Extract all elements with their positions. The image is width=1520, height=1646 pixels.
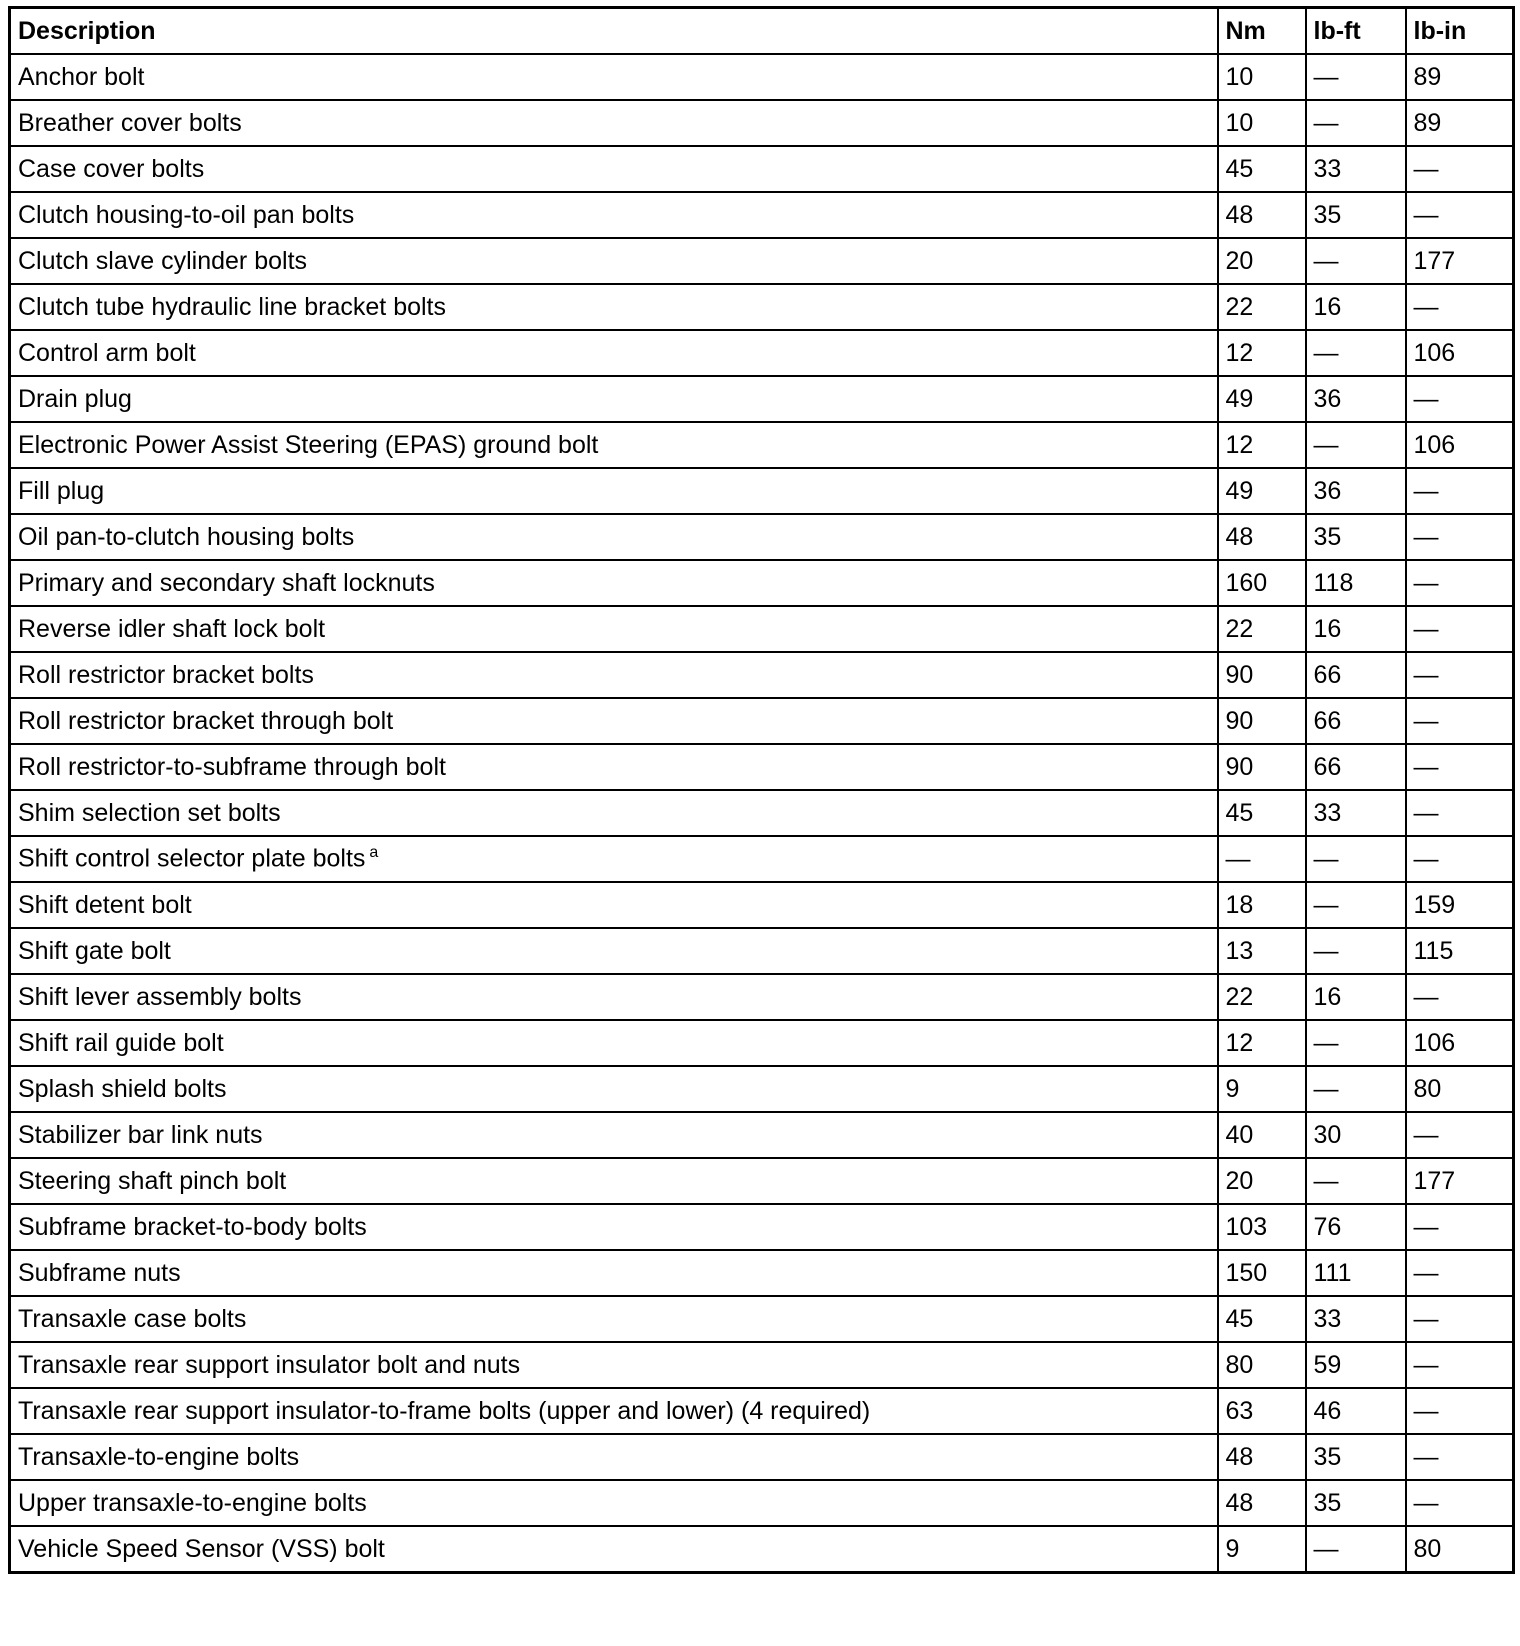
description-cell — [10, 238, 1218, 284]
description-text: Subframe bracket-to-body bolts — [18, 1212, 367, 1241]
description-text: Clutch housing-to-oil pan bolts — [18, 200, 355, 229]
lb-ft-cell: — — [1306, 100, 1406, 146]
description-cell — [10, 836, 1218, 882]
lb-ft-cell: 46 — [1306, 1388, 1406, 1434]
table-row — [10, 146, 1514, 192]
description-cell — [10, 698, 1218, 744]
description-text: Fill plug — [18, 476, 105, 505]
nm-cell: 12 — [1218, 330, 1306, 376]
lb-ft-cell: — — [1306, 928, 1406, 974]
lb-ft-cell: 35 — [1306, 514, 1406, 560]
torque-spec-table — [8, 6, 1515, 1574]
lb-ft-cell: — — [1306, 836, 1406, 882]
table-row — [10, 836, 1514, 882]
table-row — [10, 1066, 1514, 1112]
lb-in-cell: — — [1406, 514, 1514, 560]
table-row — [10, 514, 1514, 560]
table-row — [10, 928, 1514, 974]
lb-in-cell: 106 — [1406, 1020, 1514, 1066]
table-row — [10, 1388, 1514, 1434]
description-text: Shift control selector plate bolts — [18, 844, 366, 873]
lb-in-cell: 89 — [1406, 100, 1514, 146]
nm-cell: 49 — [1218, 468, 1306, 514]
description-cell — [10, 1204, 1218, 1250]
lb-in-cell: — — [1406, 698, 1514, 744]
table-row — [10, 882, 1514, 928]
lb-ft-cell: 30 — [1306, 1112, 1406, 1158]
description-text: Control arm bolt — [18, 338, 196, 367]
description-text: Stabilizer bar link nuts — [18, 1120, 263, 1149]
table-row — [10, 560, 1514, 606]
lb-ft-cell: — — [1306, 422, 1406, 468]
lb-in-cell: — — [1406, 1342, 1514, 1388]
lb-in-cell: 106 — [1406, 330, 1514, 376]
lb-in-cell: — — [1406, 376, 1514, 422]
description-text: Upper transaxle-to-engine bolts — [18, 1488, 367, 1517]
lb-in-cell: 177 — [1406, 1158, 1514, 1204]
nm-cell: 160 — [1218, 560, 1306, 606]
table-row — [10, 468, 1514, 514]
header-row — [10, 8, 1514, 55]
description-text: Breather cover bolts — [18, 108, 242, 137]
nm-cell: 40 — [1218, 1112, 1306, 1158]
lb-in-cell: 106 — [1406, 422, 1514, 468]
nm-cell: 10 — [1218, 100, 1306, 146]
description-cell — [10, 1296, 1218, 1342]
lb-ft-cell: — — [1306, 1158, 1406, 1204]
description-cell — [10, 376, 1218, 422]
lb-in-cell: 80 — [1406, 1526, 1514, 1573]
description-text: Shift gate bolt — [18, 936, 171, 965]
table-row — [10, 1342, 1514, 1388]
description-text: Transaxle rear support insulator-to-frame bolts (upper and lower) (4 required) — [18, 1396, 871, 1425]
table-row — [10, 284, 1514, 330]
lb-ft-cell: — — [1306, 238, 1406, 284]
nm-cell: 22 — [1218, 974, 1306, 1020]
description-text: Shim selection set bolts — [18, 798, 281, 827]
lb-ft-cell: 16 — [1306, 606, 1406, 652]
description-cell — [10, 790, 1218, 836]
lb-in-cell: 177 — [1406, 238, 1514, 284]
description-cell — [10, 882, 1218, 928]
lb-ft-cell: 35 — [1306, 1480, 1406, 1526]
description-text: Shift rail guide bolt — [18, 1028, 224, 1057]
description-text: Anchor bolt — [18, 62, 145, 91]
lb-ft-cell: 16 — [1306, 974, 1406, 1020]
table-row — [10, 330, 1514, 376]
footnote-marker: a — [369, 844, 379, 862]
description-cell — [10, 100, 1218, 146]
description-cell — [10, 514, 1218, 560]
nm-cell: 20 — [1218, 1158, 1306, 1204]
lb-in-cell: — — [1406, 468, 1514, 514]
header-lb-ft: lb-ft — [1306, 8, 1406, 55]
description-text: Reverse idler shaft lock bolt — [18, 614, 326, 643]
description-cell — [10, 1020, 1218, 1066]
nm-cell: 22 — [1218, 606, 1306, 652]
description-text: Steering shaft pinch bolt — [18, 1166, 287, 1195]
nm-cell: 45 — [1218, 146, 1306, 192]
table-row — [10, 1112, 1514, 1158]
lb-in-cell: — — [1406, 192, 1514, 238]
description-text: Drain plug — [18, 384, 132, 413]
lb-ft-cell: 36 — [1306, 376, 1406, 422]
table-row — [10, 1020, 1514, 1066]
description-text: Electronic Power Assist Steering (EPAS) ground bolt — [18, 430, 599, 459]
table-row — [10, 54, 1514, 100]
nm-cell: 90 — [1218, 698, 1306, 744]
nm-cell: 12 — [1218, 1020, 1306, 1066]
lb-in-cell: — — [1406, 1480, 1514, 1526]
description-text: Transaxle rear support insulator bolt and nuts — [18, 1350, 521, 1379]
description-text: Clutch tube hydraulic line bracket bolts — [18, 292, 447, 321]
nm-cell: 45 — [1218, 1296, 1306, 1342]
table-row — [10, 192, 1514, 238]
nm-cell: 63 — [1218, 1388, 1306, 1434]
description-cell — [10, 1388, 1218, 1434]
lb-in-cell: — — [1406, 1112, 1514, 1158]
lb-ft-cell: 35 — [1306, 1434, 1406, 1480]
lb-ft-cell: 33 — [1306, 1296, 1406, 1342]
lb-ft-cell: 76 — [1306, 1204, 1406, 1250]
lb-ft-cell: 35 — [1306, 192, 1406, 238]
nm-cell: 9 — [1218, 1066, 1306, 1112]
nm-cell: 9 — [1218, 1526, 1306, 1573]
lb-in-cell: — — [1406, 606, 1514, 652]
lb-in-cell: — — [1406, 744, 1514, 790]
table-row — [10, 422, 1514, 468]
header-description: Description — [10, 8, 1218, 55]
lb-ft-cell: — — [1306, 330, 1406, 376]
nm-cell: 48 — [1218, 192, 1306, 238]
lb-in-cell: — — [1406, 974, 1514, 1020]
description-cell — [10, 1434, 1218, 1480]
lb-ft-cell: 36 — [1306, 468, 1406, 514]
lb-ft-cell: — — [1306, 882, 1406, 928]
nm-cell: — — [1218, 836, 1306, 882]
lb-ft-cell: — — [1306, 1066, 1406, 1112]
table-row — [10, 1296, 1514, 1342]
description-text: Subframe nuts — [18, 1258, 181, 1287]
description-cell — [10, 974, 1218, 1020]
nm-cell: 22 — [1218, 284, 1306, 330]
table-row — [10, 1250, 1514, 1296]
description-cell — [10, 1526, 1218, 1573]
lb-ft-cell: 66 — [1306, 652, 1406, 698]
description-text: Roll restrictor bracket bolts — [18, 660, 314, 689]
lb-ft-cell: — — [1306, 1526, 1406, 1573]
description-cell — [10, 928, 1218, 974]
lb-ft-cell: — — [1306, 54, 1406, 100]
lb-in-cell: 159 — [1406, 882, 1514, 928]
table-row — [10, 376, 1514, 422]
table-header — [10, 8, 1514, 55]
description-text: Clutch slave cylinder bolts — [18, 246, 308, 275]
nm-cell: 90 — [1218, 744, 1306, 790]
nm-cell: 48 — [1218, 1434, 1306, 1480]
nm-cell: 45 — [1218, 790, 1306, 836]
description-text: Primary and secondary shaft locknuts — [18, 568, 435, 597]
description-cell — [10, 468, 1218, 514]
lb-in-cell: 89 — [1406, 54, 1514, 100]
table-row — [10, 1158, 1514, 1204]
lb-ft-cell: 66 — [1306, 744, 1406, 790]
lb-in-cell: — — [1406, 1250, 1514, 1296]
description-text: Transaxle case bolts — [18, 1304, 247, 1333]
description-cell — [10, 54, 1218, 100]
description-cell — [10, 1342, 1218, 1388]
description-text: Transaxle-to-engine bolts — [18, 1442, 300, 1471]
description-cell — [10, 422, 1218, 468]
description-cell — [10, 1066, 1218, 1112]
lb-ft-cell: 118 — [1306, 560, 1406, 606]
nm-cell: 20 — [1218, 238, 1306, 284]
description-text: Roll restrictor bracket through bolt — [18, 706, 394, 735]
lb-in-cell: — — [1406, 1296, 1514, 1342]
lb-ft-cell: 16 — [1306, 284, 1406, 330]
nm-cell: 90 — [1218, 652, 1306, 698]
header-lb-in: lb-in — [1406, 8, 1514, 55]
lb-ft-cell: 66 — [1306, 698, 1406, 744]
description-cell — [10, 330, 1218, 376]
table-row — [10, 1480, 1514, 1526]
description-text: Roll restrictor-to-subframe through bolt — [18, 752, 446, 781]
nm-cell: 13 — [1218, 928, 1306, 974]
description-cell — [10, 192, 1218, 238]
nm-cell: 150 — [1218, 1250, 1306, 1296]
nm-cell: 10 — [1218, 54, 1306, 100]
lb-in-cell: — — [1406, 1204, 1514, 1250]
nm-cell: 12 — [1218, 422, 1306, 468]
lb-in-cell: — — [1406, 790, 1514, 836]
lb-in-cell: — — [1406, 652, 1514, 698]
description-cell — [10, 606, 1218, 652]
table-row — [10, 790, 1514, 836]
description-cell — [10, 652, 1218, 698]
nm-cell: 49 — [1218, 376, 1306, 422]
lb-ft-cell: — — [1306, 1020, 1406, 1066]
lb-in-cell: 80 — [1406, 1066, 1514, 1112]
description-text: Splash shield bolts — [18, 1074, 227, 1103]
table-row — [10, 606, 1514, 652]
description-cell — [10, 146, 1218, 192]
description-cell — [10, 1250, 1218, 1296]
lb-in-cell: — — [1406, 836, 1514, 882]
lb-ft-cell: 59 — [1306, 1342, 1406, 1388]
description-cell — [10, 1158, 1218, 1204]
nm-cell: 80 — [1218, 1342, 1306, 1388]
description-text: Shift lever assembly bolts — [18, 982, 302, 1011]
lb-in-cell: — — [1406, 1388, 1514, 1434]
table-row — [10, 100, 1514, 146]
description-cell — [10, 1480, 1218, 1526]
lb-ft-cell: 111 — [1306, 1250, 1406, 1296]
description-cell — [10, 744, 1218, 790]
description-cell — [10, 560, 1218, 606]
lb-in-cell: 115 — [1406, 928, 1514, 974]
lb-ft-cell: 33 — [1306, 146, 1406, 192]
description-cell — [10, 1112, 1218, 1158]
table-row — [10, 1204, 1514, 1250]
nm-cell: 18 — [1218, 882, 1306, 928]
nm-cell: 103 — [1218, 1204, 1306, 1250]
lb-in-cell: — — [1406, 146, 1514, 192]
table-row — [10, 1434, 1514, 1480]
table-body — [10, 54, 1514, 1573]
nm-cell: 48 — [1218, 1480, 1306, 1526]
lb-in-cell: — — [1406, 560, 1514, 606]
description-text: Shift detent bolt — [18, 890, 192, 919]
lb-in-cell: — — [1406, 1434, 1514, 1480]
description-cell — [10, 284, 1218, 330]
description-text: Oil pan-to-clutch housing bolts — [18, 522, 355, 551]
description-text: Case cover bolts — [18, 154, 205, 183]
nm-cell: 48 — [1218, 514, 1306, 560]
header-nm: Nm — [1218, 8, 1306, 55]
description-text: Vehicle Speed Sensor (VSS) bolt — [18, 1534, 385, 1563]
table-row — [10, 652, 1514, 698]
lb-in-cell: — — [1406, 284, 1514, 330]
table-row — [10, 1526, 1514, 1573]
lb-ft-cell: 33 — [1306, 790, 1406, 836]
table-row — [10, 974, 1514, 1020]
table-row — [10, 698, 1514, 744]
table-row — [10, 744, 1514, 790]
table-row — [10, 238, 1514, 284]
